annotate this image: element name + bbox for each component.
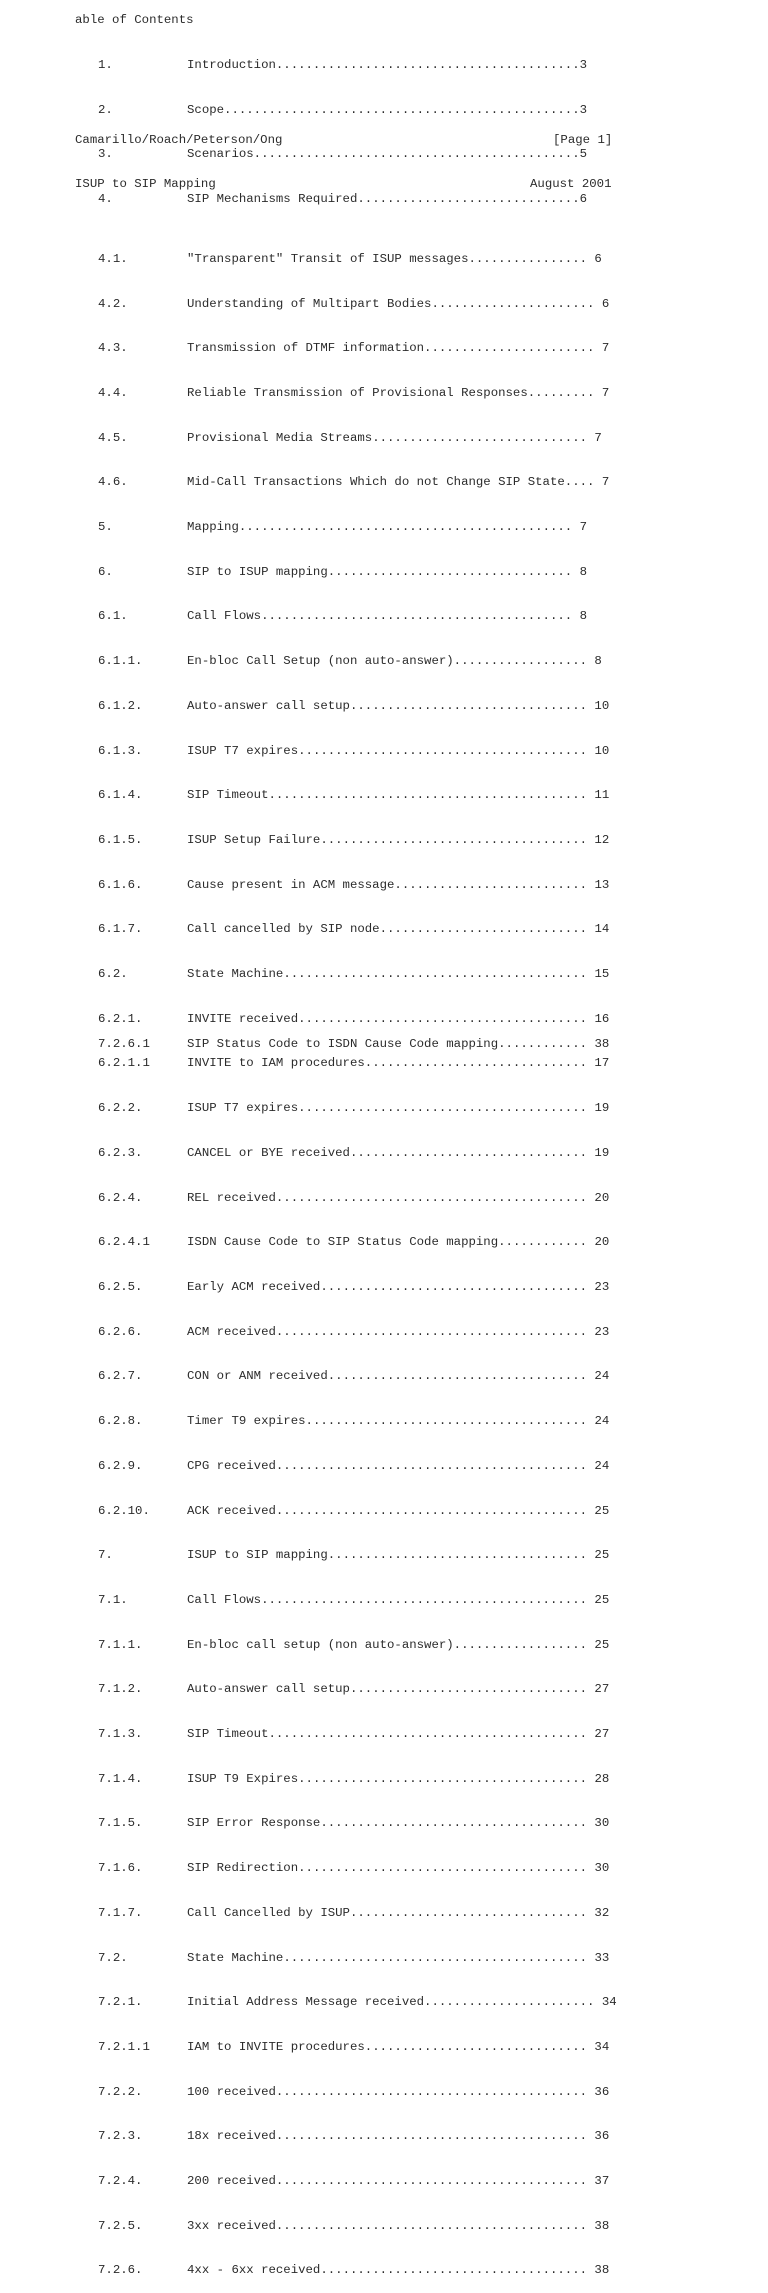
toc-entry-number: 6.2.2. — [98, 1101, 143, 1116]
toc-entry-dots: ....................................... — [298, 1861, 595, 1876]
toc-entry-title: SIP Timeout — [187, 788, 269, 803]
toc-entry-page: 7 — [579, 520, 588, 535]
toc-entry-page: 3 — [579, 102, 588, 117]
toc-entry[interactable] — [0, 744, 617, 759]
toc-entry-page: 25 — [594, 1637, 610, 1652]
toc-entry-dots: .......................................... — [261, 609, 580, 624]
toc-entry-dots: .................. — [453, 1637, 595, 1652]
toc-entry-dots: ......... — [527, 385, 602, 400]
toc-entry-dots: ....................... — [424, 341, 602, 356]
toc-entry-number: 7.2.3. — [98, 2129, 143, 2144]
toc-entry-number: 6.1. — [98, 609, 128, 624]
toc-entry-page: 20 — [594, 1190, 610, 1205]
toc-entry-title: ISUP T7 expires — [187, 1101, 299, 1116]
toc-entry-title: Call Flows — [187, 1592, 262, 1607]
toc-entry-dots: ............ — [498, 1036, 595, 1051]
toc-entry-page: 5 — [579, 147, 588, 162]
toc-entry-number: 7.2. — [98, 1950, 128, 1965]
toc-entry[interactable] — [0, 2219, 617, 2234]
toc-entry-page: 28 — [594, 1771, 610, 1786]
toc-entry-number: 7.2.6.1 — [98, 1036, 150, 1051]
toc-entry[interactable] — [0, 1101, 617, 1116]
toc-entry-page: 15 — [594, 967, 610, 982]
page-footer-number: [Page 1] — [553, 133, 613, 147]
toc-entry-number: 4.1. — [98, 251, 128, 266]
toc-entry-dots: .......................................... — [275, 2174, 595, 2189]
toc-entry-number: 7.1.7. — [98, 1905, 143, 1920]
toc-entry-dots: ................................ — [349, 1682, 595, 1697]
toc-entry[interactable] — [0, 2129, 617, 2144]
toc-entry-page: 7 — [601, 385, 610, 400]
toc-entry-number: 4.2. — [98, 296, 128, 311]
toc-entry[interactable] — [0, 609, 617, 624]
toc-entry-number: 7.1.6. — [98, 1861, 143, 1876]
toc-entry-dots: ....................................... — [298, 743, 595, 758]
toc-entry-number: 6.1.5. — [98, 832, 143, 847]
toc-entry-dots: ................................ — [349, 698, 595, 713]
toc-entry-title: Call Cancelled by ISUP — [187, 1905, 350, 1920]
toc-entry-dots: ......................................... — [283, 967, 595, 982]
toc-entry-number: 7.2.5. — [98, 2218, 143, 2233]
toc-entry[interactable] — [0, 699, 617, 714]
toc-entry-dots: ........................................... — [268, 1727, 595, 1742]
toc-entry-number: 6.2.4.1 — [98, 1235, 150, 1250]
toc-entry-page: 38 — [594, 2218, 610, 2233]
toc-entry-number: 4.6. — [98, 475, 128, 490]
toc-entry-dots: .................................... — [320, 832, 595, 847]
toc-entry-number: 6.1.6. — [98, 877, 143, 892]
toc-entry-title: INVITE to IAM procedures — [187, 1056, 365, 1071]
toc-entry[interactable] — [0, 252, 617, 267]
toc-entry[interactable] — [0, 654, 617, 669]
toc-entry-page: 38 — [594, 2263, 610, 2278]
toc-entry-title: SIP Mechanisms Required — [187, 191, 358, 206]
toc-entry[interactable] — [0, 788, 617, 803]
toc-entry-title: ACM received — [187, 1324, 276, 1339]
toc-entry-page: 34 — [594, 2039, 610, 2054]
toc-entry[interactable] — [0, 2263, 617, 2278]
toc-entry-dots: ................................................ — [224, 102, 580, 117]
toc-entry[interactable] — [0, 565, 617, 580]
toc-entry[interactable] — [0, 1235, 617, 1250]
toc-entry-page: 19 — [594, 1145, 610, 1160]
toc-entry-number: 7.2.6. — [98, 2263, 143, 2278]
toc-entry-dots: ......................................... — [275, 57, 580, 72]
toc-entry[interactable] — [0, 833, 617, 848]
toc-entry-number: 7.1.1. — [98, 1637, 143, 1652]
toc-entry-dots: .................................... — [320, 2263, 595, 2278]
toc-entry-dots: .......................................... — [275, 2084, 595, 2099]
toc-entry-number: 7.2.4. — [98, 2174, 143, 2189]
toc-entry-number: 7. — [98, 1548, 113, 1563]
toc-entry-dots: ............................................ — [253, 147, 580, 162]
toc-entry-number: 6.1.7. — [98, 922, 143, 937]
toc-entry-number: 6.2.7. — [98, 1369, 143, 1384]
toc-entry-number: 6. — [98, 564, 113, 579]
toc-entry-title: SIP Error Response — [187, 1816, 321, 1831]
toc-entry[interactable] — [0, 1280, 617, 1295]
toc-entry-number: 6.1.2. — [98, 698, 143, 713]
toc-entry-page: 8 — [579, 609, 588, 624]
toc-entry-dots: .............................. — [364, 2039, 595, 2054]
toc-entry-number: 7.1.4. — [98, 1771, 143, 1786]
toc-entry-dots: .......................................... — [275, 2129, 595, 2144]
toc-entry-number: 7.1.2. — [98, 1682, 143, 1697]
toc-entry-page: 19 — [594, 1101, 610, 1116]
toc-entry[interactable] — [0, 1951, 617, 1966]
toc-entry-dots: ................................ — [349, 1905, 595, 1920]
toc-entry-page: 7 — [601, 341, 610, 356]
toc-entry-dots: .......................................... — [275, 2218, 595, 2233]
toc-entry-page: 11 — [594, 788, 610, 803]
toc-entry-number: 6.2.1.1 — [98, 1056, 150, 1071]
toc-entry-page: 14 — [594, 922, 610, 937]
toc-entry[interactable] — [0, 520, 617, 535]
toc-entry-dots: ........................................... — [268, 788, 595, 803]
toc-entry-title: IAM to INVITE procedures — [187, 2039, 365, 2054]
toc-entry-page: 6 — [594, 251, 602, 266]
toc-entry-page: 37 — [594, 2174, 610, 2189]
toc-entry-page: 23 — [594, 1324, 610, 1339]
toc-entry-page: 7 — [594, 430, 602, 445]
toc-entry-page: 10 — [594, 743, 610, 758]
toc-entry[interactable] — [0, 147, 587, 162]
toc-entry-dots: .......................................... — [275, 1190, 595, 1205]
toc-entry-title: Early ACM received — [187, 1279, 321, 1294]
toc-entry-page: 34 — [601, 1995, 617, 2010]
toc-entry-title: SIP Timeout — [187, 1727, 269, 1742]
toc-entry-page: 25 — [594, 1592, 610, 1607]
toc-entry-page: 8 — [594, 654, 602, 669]
toc-entry-dots: .................................... — [320, 1279, 595, 1294]
toc-entry-title: Introduction — [187, 57, 276, 72]
toc-entry-title: SIP Status Code to ISDN Cause Code mapping — [187, 1036, 499, 1051]
toc-entry-dots: ................................... — [327, 1369, 595, 1384]
toc-entry-number: 6.1.3. — [98, 743, 143, 758]
toc-entry-dots: .............................. — [364, 1056, 595, 1071]
toc-entry-title: Call cancelled by SIP node — [187, 922, 380, 937]
toc-entry-title: CON or ANM received — [187, 1369, 328, 1384]
toc-heading: able of Contents — [75, 13, 194, 27]
toc-entry-title: Scenarios — [187, 147, 254, 162]
toc-entry-dots: .................. — [453, 654, 595, 669]
toc-entry[interactable] — [0, 1861, 617, 1876]
toc-entry[interactable] — [0, 1459, 617, 1474]
toc-entry-page: 25 — [594, 1503, 610, 1518]
toc-entry-dots: ............................. — [372, 430, 595, 445]
toc-entry-dots: ....................................... — [298, 1101, 595, 1116]
toc-entry-title: Cause present in ACM message — [187, 877, 395, 892]
toc-entry[interactable] — [0, 1995, 617, 2010]
toc-entry-title: ISUP T9 Expires — [187, 1771, 299, 1786]
toc-entry-page: 30 — [594, 1816, 610, 1831]
toc-entry-dots: .................................... — [320, 1816, 595, 1831]
toc-entry-page: 23 — [594, 1279, 610, 1294]
toc-entry-page: 20 — [594, 1235, 610, 1250]
toc-entry-dots: ...................................... — [305, 1414, 595, 1429]
toc-entry-number: 3. — [98, 147, 113, 162]
toc-entry-title: ISUP to SIP mapping — [187, 1548, 328, 1563]
toc-block-page2 — [0, 222, 617, 2293]
toc-entry-title: ISUP T7 expires — [187, 743, 299, 758]
toc-entry-number: 6.2. — [98, 967, 128, 982]
toc-entry-title: 18x received — [187, 2129, 276, 2144]
toc-entry-page: 36 — [594, 2084, 610, 2099]
page-footer-authors: Camarillo/Roach/Peterson/Ong — [75, 133, 283, 147]
toc-entry-number: 5. — [98, 520, 113, 535]
toc-entry-page: 13 — [594, 877, 610, 892]
toc-entry[interactable] — [0, 1816, 617, 1831]
toc-entry[interactable] — [0, 2174, 617, 2189]
toc-entry-page: 3 — [579, 57, 588, 72]
toc-entry-dots: ................................. — [327, 564, 580, 579]
toc-entry-number: 6.2.5. — [98, 1279, 143, 1294]
toc-entry-title: Call Flows — [187, 609, 262, 624]
toc-entry[interactable] — [0, 922, 617, 937]
toc-entry-title: 200 received — [187, 2174, 276, 2189]
toc-entry-page: 6 — [601, 296, 610, 311]
toc-entry[interactable] — [0, 1593, 617, 1608]
toc-entry-title: En-bloc call setup (non auto-answer) — [187, 1637, 454, 1652]
toc-entry[interactable] — [0, 1548, 617, 1563]
toc-entry-title: INVITE received — [187, 1011, 299, 1026]
toc-entry-dots: ...................... — [431, 296, 602, 311]
toc-entry[interactable] — [0, 475, 617, 490]
toc-entry-dots: ............ — [498, 1235, 595, 1250]
toc-entry-title: Reliable Transmission of Provisional Responses — [187, 385, 528, 400]
toc-entry-number: 4.5. — [98, 430, 128, 445]
page-header-title: ISUP to SIP Mapping — [75, 177, 216, 191]
toc-entry[interactable] — [0, 1325, 617, 1340]
toc-entry-title: CANCEL or BYE received — [187, 1145, 350, 1160]
toc-entry-title: ISUP Setup Failure — [187, 832, 321, 847]
toc-entry[interactable] — [0, 386, 617, 401]
toc-entry[interactable] — [0, 1727, 617, 1742]
toc-entry-title: Timer T9 expires — [187, 1414, 306, 1429]
toc-entry-title: SIP Redirection — [187, 1861, 299, 1876]
toc-entry-title: "Transparent" Transit of ISUP messages — [187, 251, 469, 266]
toc-entry-page: 24 — [594, 1458, 610, 1473]
toc-entry-number: 6.2.4. — [98, 1190, 143, 1205]
toc-entry-number: 7.2.1. — [98, 1995, 143, 2010]
toc-entry-dots: ............................................ — [261, 1592, 595, 1607]
toc-entry-number: 7.2.1.1 — [98, 2039, 150, 2054]
toc-entry-title: Provisional Media Streams — [187, 430, 373, 445]
toc-entry-title: ACK received — [187, 1503, 276, 1518]
toc-entry-page: 38 — [594, 1036, 610, 1051]
toc-entry[interactable] — [0, 1369, 617, 1384]
toc-entry-title: Initial Address Message received — [187, 1995, 425, 2010]
toc-entry[interactable] — [0, 2040, 617, 2055]
toc-entry-dots: .............................. — [357, 191, 580, 206]
toc-entry-page: 16 — [594, 1011, 610, 1026]
toc-entry-page: 17 — [594, 1056, 610, 1071]
toc-entry-number: 1. — [98, 57, 113, 72]
toc-entry-title: CPG received — [187, 1458, 276, 1473]
toc-entry-title: State Machine — [187, 1950, 284, 1965]
toc-entry[interactable] — [0, 1414, 617, 1429]
toc-entry-number: 7.1.5. — [98, 1816, 143, 1831]
toc-entry-title: State Machine — [187, 967, 284, 982]
toc-entry[interactable] — [0, 58, 587, 73]
toc-entry-title: 4xx - 6xx received — [187, 2263, 321, 2278]
toc-entry-number: 6.2.6. — [98, 1324, 143, 1339]
toc-entry-title: 100 received — [187, 2084, 276, 2099]
toc-entry-dots: .......................................... — [275, 1503, 595, 1518]
toc-entry-page: 10 — [594, 698, 610, 713]
toc-entry-dots: .......................................... — [275, 1324, 595, 1339]
toc-entry[interactable] — [0, 1906, 617, 1921]
toc-entry-dots: .... — [564, 475, 602, 490]
toc-entry-page: 30 — [594, 1861, 610, 1876]
toc-entry-dots: ............................................. — [238, 520, 580, 535]
toc-block-page1 — [0, 28, 587, 222]
toc-entry[interactable] — [0, 878, 617, 893]
toc-entry[interactable] — [0, 1772, 617, 1787]
toc-entry-number: 6.2.8. — [98, 1414, 143, 1429]
toc-entry-number: 7.1.3. — [98, 1727, 143, 1742]
toc-entry[interactable] — [0, 1037, 609, 1052]
toc-block-page3 — [0, 1007, 609, 1067]
toc-entry-number: 7.2.2. — [98, 2084, 143, 2099]
toc-entry-title: Scope — [187, 102, 225, 117]
toc-entry-dots: ................................... — [327, 1548, 595, 1563]
toc-entry[interactable] — [0, 431, 617, 446]
toc-entry-title: Understanding of Multipart Bodies — [187, 296, 432, 311]
toc-entry-dots: ............................ — [379, 922, 595, 937]
toc-entry-number: 4.3. — [98, 341, 128, 356]
toc-entry[interactable] — [0, 341, 617, 356]
toc-entry-page: 36 — [594, 2129, 610, 2144]
toc-entry-number: 6.1.1. — [98, 654, 143, 669]
toc-entry-dots: ....................................... — [298, 1011, 595, 1026]
toc-entry-dots: .......................................... — [275, 1458, 595, 1473]
toc-entry-number: 4.4. — [98, 385, 128, 400]
toc-entry-dots: .......................... — [394, 877, 595, 892]
toc-entry-dots: ................ — [468, 251, 595, 266]
toc-entry-title: ISDN Cause Code to SIP Status Code mapping — [187, 1235, 499, 1250]
toc-entry-title: En-bloc Call Setup (non auto-answer) — [187, 654, 454, 669]
toc-entry-title: Mapping — [187, 520, 239, 535]
toc-entry[interactable] — [0, 1504, 617, 1519]
toc-entry-page: 33 — [594, 1950, 610, 1965]
toc-entry-page: 24 — [594, 1369, 610, 1384]
toc-entry[interactable] — [0, 1146, 617, 1161]
toc-entry-page: 27 — [594, 1682, 610, 1697]
toc-entry-page: 7 — [601, 475, 610, 490]
toc-entry-number: 6.1.4. — [98, 788, 143, 803]
toc-entry-dots: ................................ — [349, 1145, 595, 1160]
toc-entry-dots: ....................... — [424, 1995, 602, 2010]
toc-entry[interactable] — [0, 192, 587, 207]
toc-entry[interactable] — [0, 967, 617, 982]
toc-entry-page: 8 — [579, 564, 588, 579]
toc-entry-number: 7.1. — [98, 1592, 128, 1607]
toc-entry-title: Mid-Call Transactions Which do not Change SIP State — [187, 475, 565, 490]
toc-entry-title: Transmission of DTMF information — [187, 341, 425, 356]
toc-entry-page: 24 — [594, 1414, 610, 1429]
toc-entry-number: 6.2.9. — [98, 1458, 143, 1473]
toc-entry-title: SIP to ISUP mapping — [187, 564, 328, 579]
toc-entry[interactable] — [0, 103, 587, 118]
toc-entry-dots: ....................................... — [298, 1771, 595, 1786]
toc-entry-number: 2. — [98, 102, 113, 117]
toc-entry-title: 3xx received — [187, 2218, 276, 2233]
toc-entry-dots: ......................................... — [283, 1950, 595, 1965]
toc-entry-page: 25 — [594, 1548, 610, 1563]
toc-entry-page: 6 — [579, 191, 588, 206]
toc-entry-page: 27 — [594, 1727, 610, 1742]
toc-entry[interactable] — [0, 1191, 617, 1206]
toc-entry-number: 6.2.1. — [98, 1011, 143, 1026]
toc-entry-number: 6.2.3. — [98, 1145, 143, 1160]
toc-entry-title: Auto-answer call setup — [187, 698, 350, 713]
toc-entry[interactable] — [0, 297, 617, 312]
toc-entry[interactable] — [0, 1638, 617, 1653]
toc-entry-title: REL received — [187, 1190, 276, 1205]
toc-entry[interactable] — [0, 1682, 617, 1697]
toc-entry[interactable] — [0, 2085, 617, 2100]
toc-entry-number: 4. — [98, 191, 113, 206]
toc-entry-number: 6.2.10. — [98, 1503, 150, 1518]
toc-entry-page: 12 — [594, 832, 610, 847]
page-header-date: August 2001 — [530, 177, 612, 191]
toc-entry-page: 32 — [594, 1905, 610, 1920]
toc-entry-title: Auto-answer call setup — [187, 1682, 350, 1697]
